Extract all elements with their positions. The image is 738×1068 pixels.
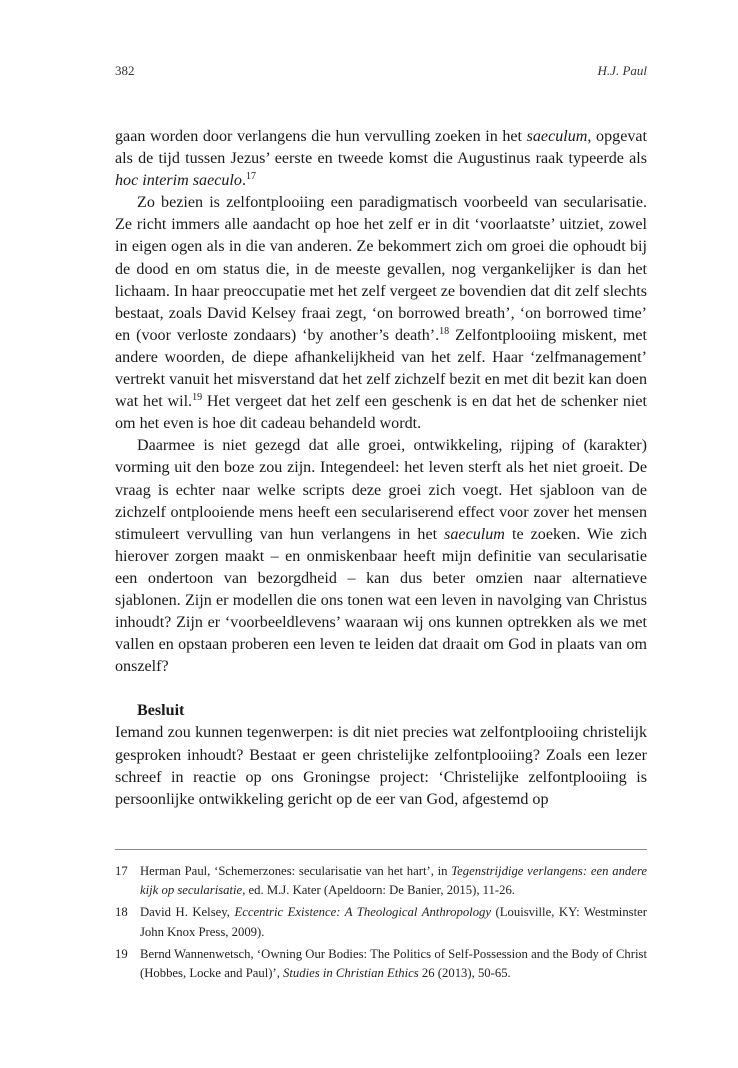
- page-number: 382: [115, 63, 135, 78]
- footnote-19: 19 Bernd Wannenwetsch, ‘Owning Our Bodies: The Politics of Self-Possession and the Body of Christ (Hobbes, Locke and Paul)’, Studies in Christian Ethics 26 (2013), 50-65.: [115, 946, 647, 981]
- main-text: [115, 126, 647, 811]
- footnote-rule: [115, 849, 647, 850]
- footnote-ref-17[interactable]: 17: [245, 171, 256, 183]
- paragraph-2: Zo bezien is zelfontplooiing een paradigmatisch voorbeeld van secularisatie. Ze richt immers alle aandacht op hoe het zelf er in dit ‘voorlaatste’ uitziet, zowel in eigen ogen als in die van anderen. Ze bekommert zich om groei die ophoudt bij de dood en om status die, in de meeste gevallen, nog vergankelijker is dan het lichaam. In haar preoccupatie met het zelf vergeet ze bovendien dat dit zelf slechts bestaat, zoals David Kelsey fraai zegt, ‘on borrowed breath’, ‘on borrowed time’ en (voor verloste zondaars) ‘by another’s death’.$^{18}$ Zelfontplooiing miskent, met andere woorden, de diepe afhankelijkheid van het zelf. Haar ‘zelfmanagement’ vertrekt vanuit het misverstand dat het zelf zichzelf bezit en met dit bezit kan doen wat het wil.$^{19}$ Het vergeet dat het zelf een geschenk is en dat het de schenker niet om het even is hoe dit cadeau behandeld wordt.: [115, 194, 647, 433]
- footnote-ref-18[interactable]: 18: [439, 325, 450, 337]
- section-heading: Besluit: [137, 702, 185, 720]
- running-header: [115, 63, 647, 83]
- paragraph-3: Daarmee is niet gezegd dat alle groei, ontwikkeling, rijping of (karakter) vorming uit den boze zou zijn. Integendeel: het leven sterft als het niet groeit. De vraag is echter naar welke scripts deze groei zich voegt. Het sjabloon van de zichzelf ontplooiende mens heeft een seculariserend effect voor zover het mensen stimuleert vervulling van hun verlangens in het saeculum te zoeken. Wie zich hierover zorgen maakt – en onmiskenbaar heeft mijn definitie van secularisatie een ondertoon van bezorgdheid – kan dus beter omzien naar alternatieve sjablonen. Zijn er modellen die ons tonen wat een leven in navolging van Christus inhoudt? Zijn er ‘voorbeeldlevens’ waaraan wij ons kunnen optrekken als we met vallen en opstaan proberen een leven te leiden dat draait om God in plaats van om onszelf?: [115, 437, 647, 676]
- paragraph-1: gaan worden door verlangens die hun vervulling zoeken in het saeculum, opgevat als de tijd tussen Jezus’ eerste en tweede komst die Augustinus raak typeerde als hoc interim saeculo.$^{17}$: [115, 128, 647, 190]
- footnote-17: 17 Herman Paul, ‘Schemerzones: secularisatie van het hart’, in Tegenstrijdige verlangens: een andere kijk op secularisatie, ed. M.J. Kater (Apeldoorn: De Banier, 2015), 11-26.: [115, 864, 647, 898]
- paragraph-4: Iemand zou kunnen tegenwerpen: is dit niet precies wat zelfontplooiing christelijk gesproken inhoudt? Bestaat er geen christelijke zelfontplooiing? Zoals een lezer schreef in reactie op ons Groningse project: ‘Christelijke zelfontplooiing is persoonlijke ontwikkeling gericht op de eer van God, afgestemd op: [115, 724, 647, 808]
- footnotes: [115, 862, 647, 986]
- footnote-18: 18 David H. Kelsey, Eccentric Existence: A Theological Anthropology (Louisville, KY: Westminster John Knox Press, 2009).: [115, 905, 647, 939]
- running-author: H.J. Paul: [597, 63, 647, 78]
- footnote-ref-19[interactable]: 19: [192, 392, 203, 404]
